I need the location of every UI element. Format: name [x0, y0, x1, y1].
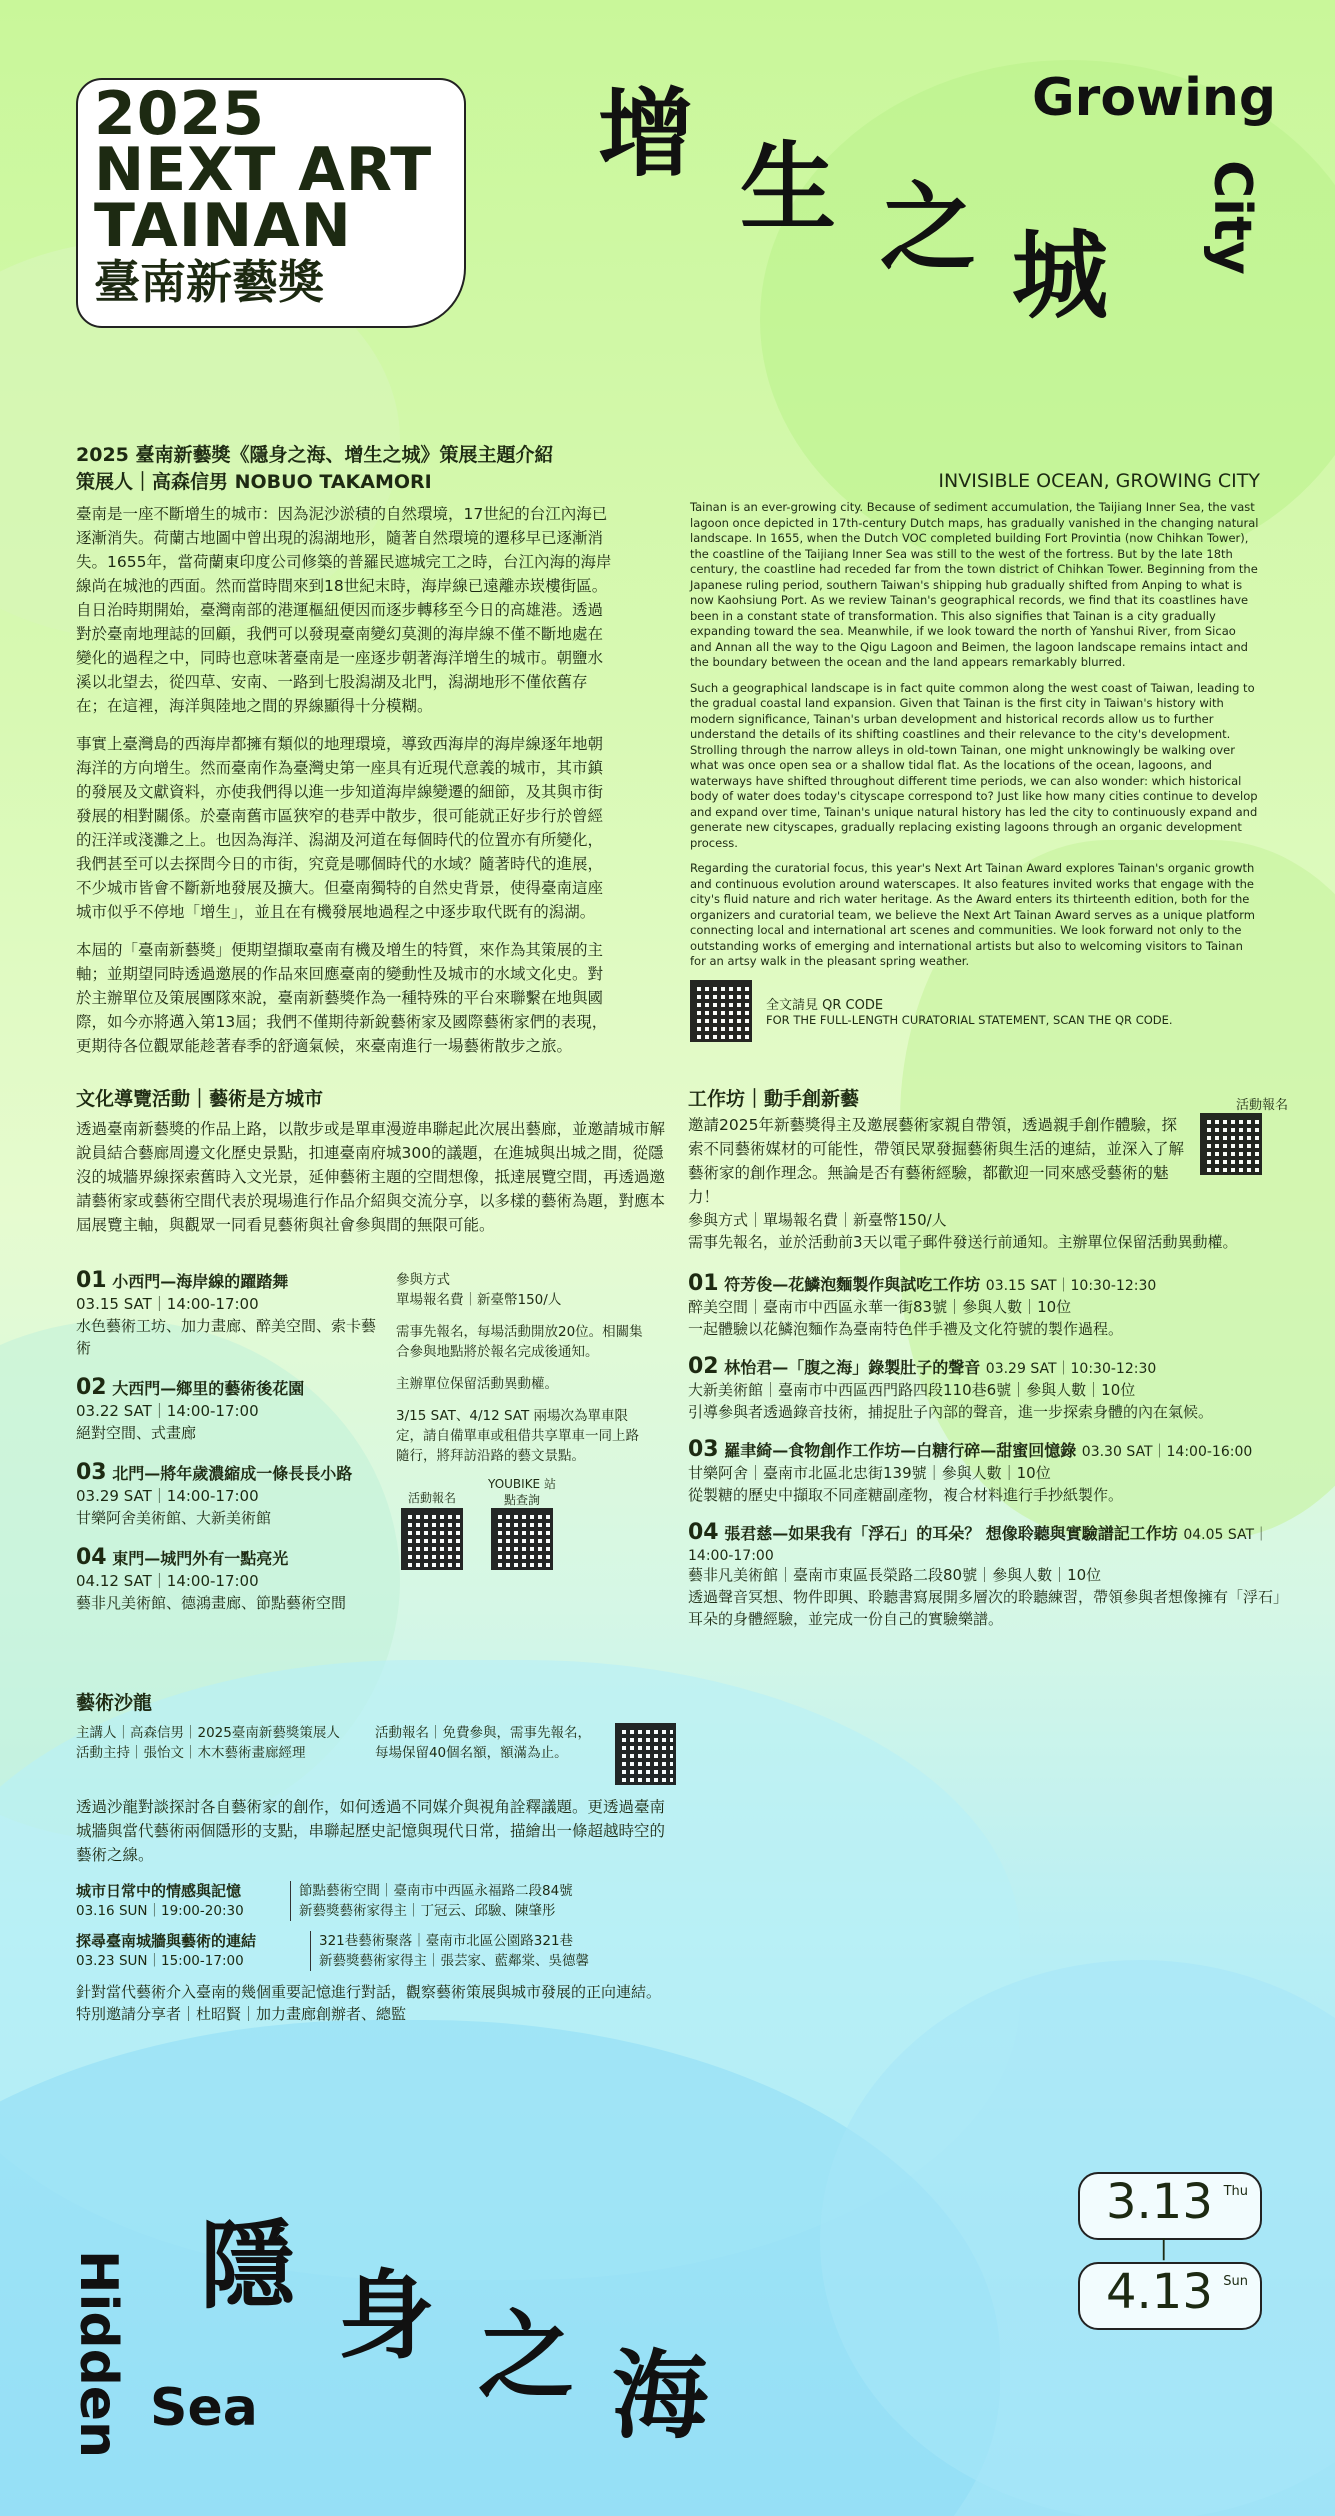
- tours-qr-youbike[interactable]: YOUBIKE 站點查詢: [486, 1476, 558, 1576]
- qr-code-icon[interactable]: [491, 1508, 553, 1570]
- workshop-num: 02: [688, 1354, 719, 1379]
- workshop-num: 04: [688, 1520, 719, 1545]
- curatorial-en: [690, 470, 1260, 1042]
- tour-item[interactable]: [76, 1460, 376, 1529]
- tour-date: 03.22 SAT｜14:00-17:00: [76, 1402, 259, 1420]
- tour-date: 03.15 SAT｜14:00-17:00: [76, 1295, 259, 1313]
- qr-en-label: FOR THE FULL-LENGTH CURATORIAL STATEMENT, SCAN THE QR CODE.: [766, 1013, 1173, 1027]
- workshop-place: 醉美空間｜臺南市中西區永華一街83號｜參與人數｜10位: [688, 1298, 1072, 1316]
- workshop-date: 03.29 SAT｜10:30-12:30: [985, 1361, 1157, 1377]
- curatorial-en-heading: INVISIBLE OCEAN, GROWING CITY: [938, 470, 1260, 492]
- tours-info-title: 參與方式: [396, 1272, 450, 1288]
- workshop-item[interactable]: [688, 1437, 1288, 1506]
- salon-signup: 活動報名｜免費參與，需事先報名，每場保留40個名額，額滿為止。: [374, 1725, 591, 1761]
- date-start-box: [1078, 2172, 1262, 2240]
- date-end-day: Sun: [1223, 2274, 1248, 2289]
- workshop-item[interactable]: [688, 1520, 1288, 1630]
- salon-outro: 針對當代藝術介入臺南的幾個重要記憶進行對話，觀察藝術策展與城市發展的正向連結。: [76, 1983, 662, 2001]
- workshop-title: 工作坊｜動手創新藝: [688, 1088, 860, 1110]
- date-start-day: Thu: [1223, 2184, 1248, 2199]
- tour-title: 北門—將年歲濃縮成一條長長小路: [112, 1464, 353, 1483]
- curatorial-zh: [76, 440, 616, 1072]
- salon-section: [76, 1688, 676, 2025]
- logo-zh: 臺南新藝獎: [94, 255, 324, 309]
- tour-num: 03: [76, 1460, 107, 1485]
- salon-item-guests: 新藝獎藝術家得主｜丁冠云、邱驗、陳肇彤: [299, 1903, 556, 1919]
- salon-item[interactable]: [76, 1881, 676, 1921]
- tours-info-fee: 單場報名費｜新臺幣150/人: [396, 1292, 562, 1308]
- qr-code-icon[interactable]: [615, 1723, 676, 1785]
- tours-list: [76, 1268, 376, 1630]
- tour-venue: 藝非凡美術館、德鴻畫廊、節點藝術空間: [76, 1594, 347, 1612]
- workshop-place: 大新美術館｜臺南市中西區西門路四段110巷6號｜參與人數｜10位: [688, 1381, 1136, 1399]
- workshop-item-title: 符芳俊—花鱗泡麵製作與試吃工作坊: [724, 1275, 981, 1294]
- date-end-box: [1078, 2262, 1262, 2330]
- curator-line: 策展人｜高森信男 NOBUO TAKAMORI: [76, 471, 432, 493]
- title-growing-char-4: 城: [1012, 220, 1108, 332]
- curatorial-en-paragraph: Tainan is an ever-growing city. Because of sediment accumulation, the Taijiang Inner Sea, the vast lagoon once depicted in 17th-century Dutch maps, has gradually vanished in the changing natural landscape. In 1655, when the Dutch VOC completed building Fort Provintia (now Chihkan Tower), the coastline of the Taijiang Inner Sea was still to the west of the fortress. But by the late 18th century, the coastline had receded far from the town district of Chihkan Tower. Beginning from the Japanese ruling period, southern Taiwan's shipping hub gradually shifted from Anping to what is now Kaohsiung Port. As we review Tainan's geographical records, we find that its coastlines have been in a constant state of transformation. This also signifies that Tainan is a city gradually expanding toward the sea. Meanwhile, if we look toward the north of Yanshui River, from Sicao and Annan all the way to the Qigu Lagoon and Beimen, the lagoon landscape remains intact and the boundary between the ocean and the land appears remarkably blurred.: [690, 500, 1259, 669]
- curatorial-zh-paragraph: 臺南是一座不斷增生的城市：因為泥沙淤積的自然環境，17世紀的台江內海已逐漸消失。荷蘭古地圖中曾出現的潟湖地形，隨著自然環境的遷移早已逐漸消失。1655年，當荷蘭東印度公司修築的普羅民遮城完工之時，台江內海的海岸線尚在城池的西面。然而當時間來到18世紀末時，海岸線已遠離赤崁樓街區。自日治時期開始，臺灣南部的港運樞紐便因而逐步轉移至今日的高雄港。透過對於臺南地理誌的回顧，我們可以發現臺南變幻莫測的海岸線不僅不斷地處在變化的過程之中，同時也意味著臺南是一座逐步朝著海洋增生的城市。朝鹽水溪以北望去，從四草、安南、一路到七股潟湖及北門，潟湖地形不僅依舊存在；在這裡，海洋與陸地之間的界線顯得十分模糊。: [76, 505, 612, 715]
- salon-title: 藝術沙龍: [76, 1692, 153, 1714]
- workshop-intro: 邀請2025年新藝獎得主及邀展藝術家親自帶領，透過親手創作體驗，探索不同藝術媒材的可能性，帶領民眾發掘藝術與生活的連結，並深入了解藝術家的創作理念。無論是否有藝術經驗，都歡迎一同來感受藝術的魅力！: [688, 1116, 1185, 1206]
- tour-date: 04.12 SAT｜14:00-17:00: [76, 1572, 259, 1590]
- tour-venue: 甘樂阿舍美術館、大新美術館: [76, 1509, 272, 1527]
- salon-item[interactable]: [76, 1931, 676, 1971]
- qr-code-icon[interactable]: [690, 980, 752, 1042]
- workshop-signup-label: 活動報名: [1235, 1098, 1288, 1113]
- qr-code-icon[interactable]: [401, 1508, 463, 1570]
- salon-item-date: 03.23 SUN｜15:00-17:00: [76, 1953, 244, 1969]
- workshop-place: 甘樂阿舍｜臺南市北區北忠街139號｜參與人數｜10位: [688, 1464, 1051, 1482]
- title-hidden-char-4: 海: [612, 2340, 708, 2452]
- salon-intro: 透過沙龍對談探討各自藝術家的創作，如何透過不同媒介與視角詮釋議題。更透過臺南城牆與當代藝術兩個隱形的支點，串聯起歷史記憶與現代日常，描繪出一條超越時空的藝術之線。: [76, 1798, 666, 1864]
- salon-item-place: 節點藝術空間｜臺南市中西區永福路二段84號: [299, 1883, 573, 1899]
- tours-info-bike: 3/15 SAT、4/12 SAT 兩場次為單車限定，請自備單車或租借共享單車一同上路隨行，將拜訪沿路的藝文景點。: [396, 1408, 639, 1464]
- date-end: 4.13: [1106, 2264, 1213, 2320]
- date-start: 3.13: [1106, 2174, 1213, 2230]
- workshop-item[interactable]: [688, 1354, 1288, 1423]
- title-city-en: City: [1202, 160, 1262, 275]
- logo-line1: NEXT ART: [94, 135, 433, 205]
- tours-info: [396, 1270, 652, 1576]
- title-growing-en: Growing: [1032, 68, 1277, 128]
- salon-moderator: 活動主持｜張怡文｜木木藝術畫廊經理: [76, 1745, 306, 1761]
- workshop-num: 03: [688, 1437, 719, 1462]
- workshop-item-title: 林怡君—「腹之海」錄製肚子的聲音: [724, 1358, 981, 1377]
- workshop-item[interactable]: [688, 1271, 1288, 1340]
- tour-num: 02: [76, 1375, 107, 1400]
- workshop-date: 03.15 SAT｜10:30-12:30: [985, 1278, 1157, 1294]
- workshop-desc: 引導參與者透過錄音技術，捕捉肚子內部的聲音，進一步探索身體的內在氣候。: [688, 1403, 1214, 1421]
- tour-title: 大西門—鄉里的藝術後花園: [112, 1379, 305, 1398]
- logo-line2: TAINAN: [94, 191, 352, 261]
- date-separator: |: [1160, 2236, 1168, 2261]
- title-hidden-char-3: 之: [478, 2300, 574, 2412]
- salon-special: 特別邀請分享者｜杜昭賢｜加力畫廊創辦者、總監: [76, 2005, 407, 2023]
- tour-item[interactable]: [76, 1545, 376, 1614]
- tour-venue: 絕對空間、式畫廊: [76, 1424, 197, 1442]
- qr-zh-label: 全文請見 QR CODE: [766, 998, 884, 1013]
- tour-date: 03.29 SAT｜14:00-17:00: [76, 1487, 259, 1505]
- tours-intro: 透過臺南新藝獎的作品上路，以散步或是單車漫遊串聯起此次展出藝廊，並邀請城市解說員結合藝廊周邊文化歷史景點，扣連臺南府城300的議題，在進城與出城之間，從隱沒的城牆界線探索舊時入文光景，延伸藝術主題的空間想像，抵達展覽空間，再透過邀請藝術家或藝術空間代表於現場進行作品介紹與交流分享，以多樣的藝術為題，對應本屆展覽主軸，與觀眾一同看見藝術與社會參與間的無限可能。: [76, 1120, 666, 1234]
- tour-title: 東門—城門外有一點亮光: [112, 1549, 289, 1568]
- tour-title: 小西門—海岸線的躍踏舞: [112, 1272, 289, 1291]
- tour-item[interactable]: [76, 1375, 376, 1444]
- logo-year: 2025: [94, 79, 265, 149]
- tours-info-note: 需事先報名，每場活動開放20位。相關集合參與地點將於報名完成後通知。: [396, 1324, 643, 1360]
- title-growing-char-1: 增: [598, 78, 694, 190]
- curatorial-en-paragraph: Such a geographical landscape is in fact quite common along the west coast of Taiwan, leading to the gradual coastal land expansion. Given that Tainan is the first city in Taiwan's history with modern significance, Tainan's urban development and historical records allow us to further understand the details of its shifting coastlines and their relevance to the city's development. Strolling through the narrow alleys in old-town Tainan, one might unknowingly be walking over what was once open sea or a shallow tidal flat. As the locations of the ocean, lagoons, and waterways have shifted throughout different time periods, we can also wonder: which historical body of water does today's cityscape correspond to? Just like how many cities continue to develop and expand over time, Tainan's unique natural history has led the city to continuously expand and generate new cityscapes, gradually replacing existing lagoons through an organic development process.: [690, 680, 1258, 850]
- title-hidden-char-1: 隱: [200, 2210, 296, 2322]
- title-growing-char-3: 之: [880, 172, 976, 284]
- tour-num: 01: [76, 1268, 107, 1293]
- workshop-date: 03.30 SAT｜14:00-16:00: [1081, 1444, 1253, 1460]
- tours-info-rights: 主辦單位保留活動異動權。: [396, 1376, 558, 1392]
- workshop-num: 01: [688, 1271, 719, 1296]
- tour-num: 04: [76, 1545, 107, 1570]
- workshop-desc: 一起體驗以花鱗泡麵作為臺南特色伴手禮及文化符號的製作過程。: [688, 1320, 1124, 1338]
- tours-title: 文化導覽活動｜藝術是方城市: [76, 1088, 324, 1110]
- tour-venue: 水色藝術工坊、加力畫廊、醉美空間、索卡藝術: [76, 1317, 377, 1357]
- workshop-note: 需事先報名，並於活動前3天以電子郵件發送行前通知。主辦單位保留活動異動權。: [688, 1233, 1238, 1251]
- curatorial-heading: 2025 臺南新藝獎《隱身之海、增生之城》策展主題介紹: [76, 444, 554, 466]
- workshop-desc: 透過聲音冥想、物件即興、聆聽書寫展開多層次的聆聽練習，帶領參與者想像擁有「浮石」耳朵的身體經驗，並完成一份自己的實驗樂譜。: [688, 1588, 1289, 1628]
- workshop-fee: 參與方式｜單場報名費｜新臺幣150/人: [688, 1211, 947, 1229]
- workshop-desc: 從製糖的歷史中擷取不同產糖副產物，複合材料進行手抄紙製作。: [688, 1486, 1124, 1504]
- title-growing-char-2: 生: [740, 132, 836, 244]
- workshop-item-title: 張君慈—如果我有「浮石」的耳朵？ 想像聆聽與實驗譜記工作坊: [724, 1524, 1178, 1543]
- workshop-item-title: 羅聿綺—食物創作工作坊—白糖行碎—甜蜜回憶錄: [724, 1441, 1077, 1460]
- tours-section: [76, 1084, 666, 1251]
- title-sea-en: Sea: [150, 2378, 258, 2438]
- tours-qr-signup[interactable]: 活動報名: [396, 1488, 468, 1576]
- salon-item-place: 321巷藝術聚落｜臺南市北區公園路321巷: [319, 1933, 574, 1949]
- workshop-date: 04.05 SAT｜14:00-17:00: [688, 1527, 1269, 1564]
- salon-item-guests: 新藝獎藝術家得主｜張芸家、藍鄰棠、吳德馨: [319, 1953, 589, 1969]
- event-logo: [76, 78, 466, 328]
- title-hidden-en: Hidden: [68, 2250, 128, 2459]
- salon-item-title: 城市日常中的情感與記憶: [76, 1882, 242, 1900]
- salon-item-title: 探尋臺南城牆與藝術的連結: [76, 1932, 257, 1950]
- curatorial-zh-paragraph: 本屆的「臺南新藝獎」便期望擷取臺南有機及增生的特質，來作為其策展的主軸；並期望同時透過邀展的作品來回應臺南的變動性及城市的水域文化史。對於主辦單位及策展團隊來說，臺南新藝獎作為一種特殊的平台來聯繫在地與國際，如今亦將邁入第13屆；我們不僅期待新銳藝術家及國際藝術家們的表現，更期待各位觀眾能趁著春季的舒適氣候，來臺南進行一場藝術散步之旅。: [76, 941, 608, 1055]
- curatorial-en-paragraph: Regarding the curatorial focus, this year's Next Art Tainan Award explores Tainan's organic growth and continuous evolution around waterscapes. It also features invited works that engage with the city's fluid nature and rich water heritage. As the Award enters its thirteenth edition, both for the organizers and curatorial team, we believe the Next Art Tainan Award serves as a unique platform connecting local and international art scenes and communities. We look forward not only to the outstanding works of emerging and international artists but also to welcoming visitors to Tainan for an artsy walk in the pleasant spring weather.: [690, 861, 1255, 968]
- curatorial-qr-block: [690, 980, 1260, 1042]
- title-hidden-char-2: 身: [338, 2260, 434, 2372]
- salon-host: 主講人｜高森信男｜2025臺南新藝獎策展人: [76, 1725, 340, 1741]
- qr-code-icon[interactable]: [1200, 1113, 1262, 1175]
- workshop-section: [688, 1084, 1288, 1644]
- curatorial-zh-paragraph: 事實上臺灣島的西海岸都擁有類似的地理環境，導致西海岸的海岸線逐年地朝海洋的方向增生。然而臺南作為臺灣史第一座具有近現代意義的城市，其市鎮的發展及文獻資料，亦使我們得以進一步知道海岸線變遷的細節，及其與市街發展的相對關係。於臺南舊市區狹窄的巷弄中散步，很可能就正好步行於曾經的汪洋或淺灘之上。也因為海洋、潟湖及河道在每個時代的位置亦有所變化，我們甚至可以去探問今日的市街，究竟是哪個時代的水域？隨著時代的進展，不少城市皆會不斷新地發展及擴大。但臺南獨特的自然史背景，使得臺南這座城市似乎不停地「增生」，並且在有機發展地過程之中逐步取代既有的潟湖。: [76, 735, 604, 921]
- salon-item-date: 03.16 SUN｜19:00-20:30: [76, 1903, 244, 1919]
- tour-item[interactable]: [76, 1268, 376, 1359]
- workshop-place: 藝非凡美術館｜臺南市東區長榮路二段80號｜參與人數｜10位: [688, 1566, 1102, 1584]
